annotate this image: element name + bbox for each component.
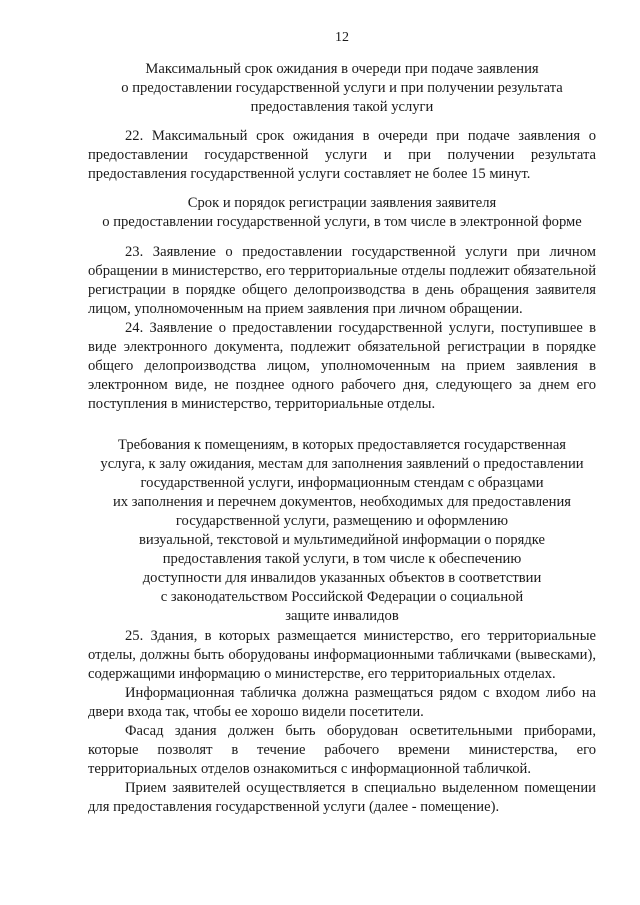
heading-line: Срок и порядок регистрации заявления заявителя [187, 195, 497, 211]
heading-line: визуальной, текстовой и мультимедийной информации о порядке [139, 532, 545, 548]
heading-line: предоставления такой услуги [250, 99, 434, 115]
heading-line: государственной услуги, размещению и оформлению [175, 513, 509, 529]
heading-line: доступности для инвалидов указанных объектов в соответствии [142, 570, 542, 586]
paragraph-23: 23. Заявление о предоставлении государственной услуги при личном обращении в министерство, его территориальные отделы подлежит обязательной регистрации в порядке общего делопроизводства в день обращения заявителя лицом, уполномоченным на прием заявления при личном обращении. [88, 244, 596, 317]
paragraph-24: 24. Заявление о предоставлении государственной услуги, поступившее в виде электронного документа, подлежит обязательной регистрации в порядке общего делопроизводства лицом, уполномоченным на прием заявления в электронном виде, не позднее одного рабочего дня, следующего за днем его поступления в министерство, территориальные отделы. [88, 320, 596, 412]
heading-line: государственной услуги, информационным стендам с образцами [140, 475, 544, 491]
page-number: 12 [335, 30, 349, 45]
heading-line: о предоставлении государственной услуги и при получении результата [121, 80, 563, 96]
heading-line: предоставления такой услуги, в том числе к обеспечению [162, 551, 522, 567]
heading-line: Максимальный срок ожидания в очереди при подаче заявления [145, 61, 539, 77]
paragraph-info-plate: Информационная табличка должна размещаться рядом с входом либо на двери входа так, чтобы ее хорошо видели посетители. [88, 685, 596, 720]
section-body-waiting-time [88, 127, 596, 184]
paragraph-22: 22. Максимальный срок ожидания в очереди при подаче заявления о предоставлении государственной услуги и при получении результата предоставления государственной услуги составляет не более 15 минут. [88, 128, 596, 182]
heading-line: услуга, к залу ожидания, местам для заполнения заявлений о предоставлении [100, 456, 584, 472]
section-body-premises-requirements [88, 627, 596, 817]
section-body-registration [88, 243, 596, 414]
heading-line: с законодательством Российской Федерации о социальной [160, 589, 524, 605]
heading-line: их заполнения и перечнем документов, необходимых для предоставления [113, 494, 571, 510]
document-page [88, 0, 596, 905]
section-heading-registration [88, 194, 596, 232]
heading-line: о предоставлении государственной услуги, в том числе в электронной форме [102, 214, 582, 230]
paragraph-25: 25. Здания, в которых размещается министерство, его территориальные отделы, должны быть оборудованы информационными табличками (вывесками), содержащими информацию о министерстве, его территориальных отделах. [88, 628, 596, 682]
section-heading-premises-requirements [88, 436, 596, 626]
heading-line: защите инвалидов [285, 608, 399, 624]
paragraph-reception-room: Прием заявителей осуществляется в специально выделенном помещении для предоставления государственной услуги (далее - помещение). [88, 780, 596, 815]
heading-line: Требования к помещениям, в которых предоставляется государственная [117, 437, 567, 453]
paragraph-facade-lighting: Фасад здания должен быть оборудован осветительными приборами, которые позволят в течение рабочего времени министерства, его территориальных отделов ознакомиться с информационной табличкой. [88, 723, 596, 777]
section-heading-waiting-time [88, 60, 596, 117]
